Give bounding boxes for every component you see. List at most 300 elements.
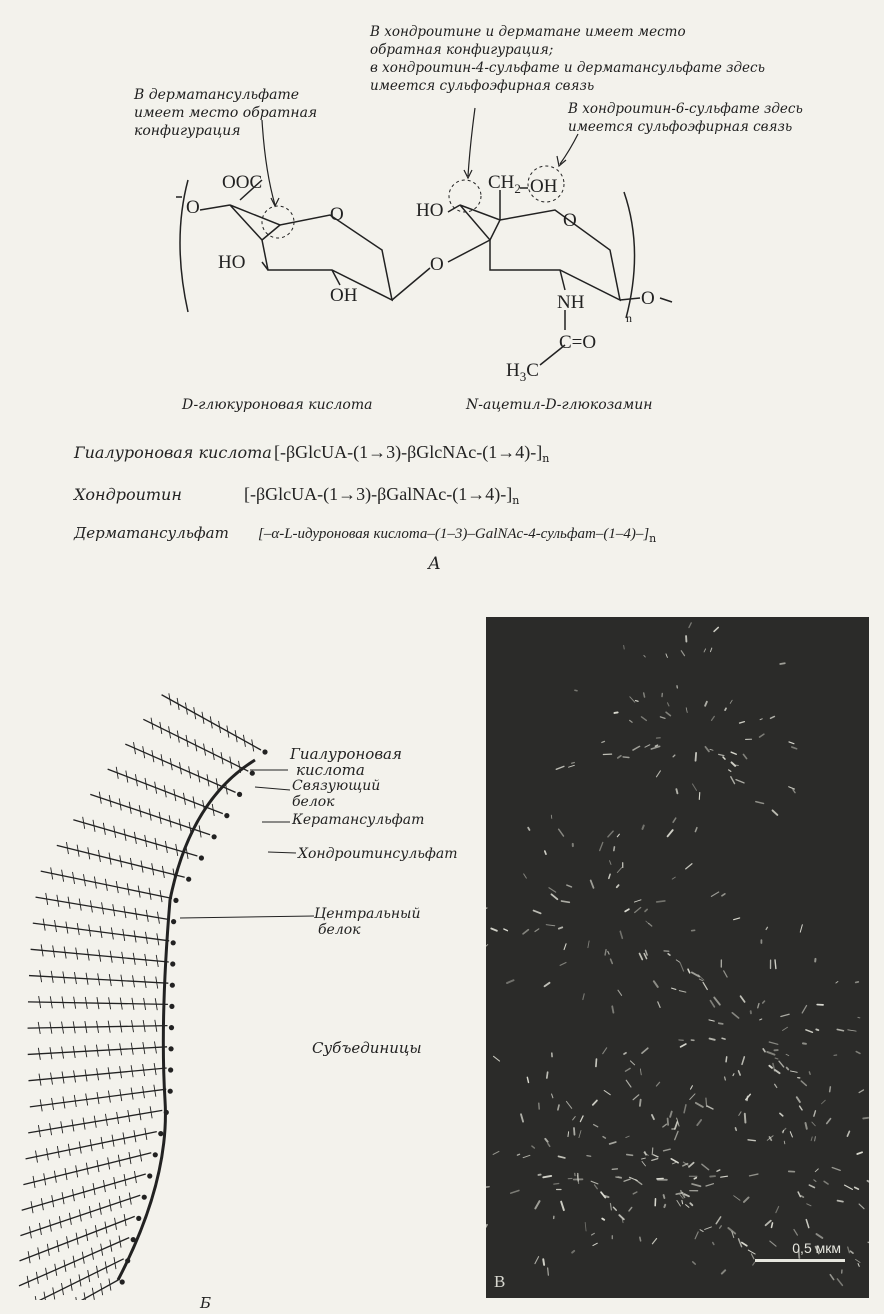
em-fiber	[766, 1221, 771, 1226]
link-protein-dot	[169, 1025, 174, 1030]
em-fiber	[579, 1131, 581, 1138]
link-protein-dot	[168, 1089, 173, 1094]
em-fiber	[786, 1054, 789, 1055]
em-fiber	[545, 983, 550, 986]
o-ring2-label: O	[563, 210, 577, 231]
link-protein-dot	[164, 1110, 169, 1115]
em-fiber	[857, 1152, 862, 1154]
em-fiber	[572, 763, 575, 764]
em-fiber	[635, 908, 641, 913]
em-fiber	[560, 962, 566, 965]
em-fiber	[617, 885, 619, 887]
o-end-label: O	[641, 288, 655, 309]
em-fiber	[623, 757, 629, 758]
panel-label-v: В	[494, 1272, 506, 1291]
em-fiber	[766, 927, 767, 929]
em-fiber	[672, 988, 676, 989]
em-fiber	[566, 1101, 571, 1108]
h3c-label: $H_3C$	[506, 360, 539, 384]
link-protein-dot	[262, 749, 267, 754]
em-fiber	[627, 1155, 633, 1156]
em-fiber	[535, 929, 539, 932]
em-fiber	[572, 1251, 574, 1253]
ring-2	[460, 205, 620, 300]
em-fiber	[630, 697, 635, 702]
em-fiber	[856, 1259, 860, 1262]
em-fiber	[618, 756, 621, 758]
em-fiber	[629, 1207, 632, 1210]
em-fiber	[593, 1243, 597, 1245]
em-fiber	[559, 927, 562, 928]
o-left-label: O	[186, 197, 200, 218]
em-fiber	[611, 959, 613, 963]
em-fiber	[614, 712, 617, 713]
em-fiber	[794, 1230, 797, 1235]
em-fiber	[772, 1223, 773, 1227]
label-line: Связующий	[292, 778, 381, 794]
em-fiber	[812, 1122, 815, 1126]
em-fiber	[676, 789, 677, 793]
link-protein-dot	[153, 1152, 158, 1157]
em-fiber	[739, 1112, 741, 1116]
link-protein-dot	[120, 1279, 125, 1284]
em-fiber	[780, 663, 785, 664]
em-fiber	[644, 693, 645, 697]
em-fiber	[562, 901, 570, 902]
em-fiber	[663, 1124, 667, 1127]
em-fiber	[613, 1207, 616, 1210]
em-fiber	[697, 1120, 701, 1125]
em-fiber	[704, 649, 706, 652]
em-fiber	[646, 950, 648, 955]
formula-hyaluronic	[74, 442, 549, 465]
note-line: В хондроитин-6-сульфате здесь	[568, 101, 803, 117]
em-fiber	[806, 1220, 808, 1228]
em-fiber	[760, 719, 762, 720]
em-fiber	[749, 1174, 757, 1176]
em-fiber	[504, 929, 508, 931]
em-fiber	[491, 929, 497, 931]
em-fiber	[652, 1159, 658, 1161]
pointer-line	[180, 916, 314, 918]
ho-left-label: HO	[218, 252, 246, 273]
side-chain	[76, 1297, 78, 1300]
em-fiber	[814, 1180, 816, 1182]
formula-name: Хондроитин	[74, 485, 182, 504]
hyaluronic-backbone	[118, 760, 255, 1280]
label-line: Гиалуроновая	[290, 745, 402, 763]
formula-dermatan	[74, 524, 656, 545]
em-fiber	[585, 1222, 586, 1231]
em-fiber	[714, 627, 718, 631]
panel-label-b: Б	[200, 1294, 212, 1312]
em-fiber	[714, 998, 720, 1005]
em-fiber	[547, 1072, 548, 1078]
em-fiber	[644, 655, 645, 657]
label-link-protein	[292, 778, 380, 810]
em-fiber	[741, 996, 745, 1002]
em-fiber	[710, 749, 713, 750]
formula-sub: n	[649, 532, 657, 545]
em-fiber	[521, 1114, 523, 1121]
em-fiber	[640, 954, 643, 960]
label-subunits: Субъединицы	[312, 1039, 422, 1057]
em-fiber	[816, 1029, 818, 1030]
em-fiber	[748, 1140, 755, 1141]
formula-sub: n	[542, 452, 550, 466]
em-fiber	[676, 960, 680, 962]
em-fiber	[583, 994, 584, 1000]
em-fiber	[775, 960, 776, 969]
disaccharide-structure	[0, 0, 884, 440]
em-fiber	[671, 1159, 678, 1163]
em-fiber	[806, 1030, 813, 1032]
em-fiber	[717, 1170, 720, 1171]
em-fiber	[706, 1098, 707, 1106]
link-protein-dot	[171, 919, 176, 924]
em-fiber	[564, 944, 566, 950]
em-fiber	[658, 1002, 660, 1008]
em-fiber	[782, 1027, 787, 1030]
em-fiber	[617, 834, 619, 837]
em-fiber	[703, 982, 707, 989]
em-fiber	[633, 1095, 639, 1100]
em-fiber	[610, 1142, 616, 1144]
em-fiber	[848, 1030, 856, 1031]
em-fiber	[696, 753, 697, 761]
em-fiber	[710, 648, 711, 652]
note-line: имеется сульфоэфирная связь	[370, 78, 595, 94]
em-fiber	[626, 1080, 631, 1087]
panel-label-a: А	[428, 554, 441, 574]
o-bridge-label: O	[430, 254, 444, 275]
em-fiber	[681, 1044, 686, 1047]
label-hyaluronic	[290, 746, 402, 778]
em-fiber	[672, 877, 675, 879]
em-fiber	[722, 1270, 725, 1273]
em-fiber	[493, 1056, 499, 1061]
em-fiber	[642, 1048, 648, 1053]
em-fiber	[527, 1077, 528, 1082]
em-fiber	[709, 1020, 714, 1021]
em-fiber	[546, 925, 555, 926]
em-fiber	[656, 771, 660, 777]
em-fiber	[545, 1139, 547, 1142]
em-fiber	[767, 1052, 774, 1055]
em-fiber	[612, 1006, 613, 1012]
em-fiber	[486, 908, 487, 912]
em-fiber	[790, 1071, 797, 1072]
em-fiber	[675, 1131, 678, 1139]
em-fiber	[600, 842, 603, 850]
em-fiber	[705, 1227, 712, 1230]
em-fiber	[845, 1185, 853, 1189]
em-fiber	[624, 645, 625, 649]
em-fiber	[610, 861, 611, 865]
em-fiber	[805, 1123, 806, 1129]
em-fiber	[756, 802, 764, 804]
label-line: Центральный	[314, 906, 421, 922]
em-fiber	[742, 1057, 744, 1064]
em-fiber	[602, 1219, 604, 1220]
em-fiber	[710, 1001, 714, 1007]
em-fiber	[763, 1049, 765, 1052]
em-fiber	[792, 747, 797, 749]
em-fiber	[783, 1130, 784, 1132]
em-fiber	[837, 1029, 843, 1030]
em-fiber	[664, 1205, 665, 1207]
em-fiber	[657, 901, 665, 902]
em-fiber	[686, 1205, 689, 1208]
em-fiber	[713, 1243, 714, 1245]
em-fiber	[493, 1151, 499, 1154]
label-line: кислота	[296, 761, 365, 779]
em-fiber	[603, 1137, 605, 1138]
label-line: белок	[292, 794, 335, 810]
em-fiber	[617, 868, 621, 873]
ch2-label: $CH_2$	[488, 172, 521, 196]
em-fiber	[733, 1074, 734, 1076]
em-fiber	[723, 757, 725, 759]
note-line: имеется сульфоэфирная связь	[568, 119, 793, 135]
em-fiber	[640, 1237, 641, 1241]
em-fiber	[689, 1163, 694, 1167]
em-fiber	[731, 777, 735, 784]
em-fiber	[742, 1243, 747, 1246]
em-fiber	[673, 755, 675, 757]
proteoglycan-diagram	[0, 600, 470, 1300]
em-fiber	[523, 1155, 530, 1157]
em-fiber	[838, 1201, 843, 1202]
em-fiber	[625, 909, 629, 911]
em-fiber	[684, 1194, 689, 1196]
em-fiber	[543, 1259, 544, 1265]
em-fiber	[863, 1118, 868, 1119]
em-fiber	[660, 717, 665, 718]
em-fiber	[677, 1200, 680, 1206]
side-chain	[35, 1296, 37, 1300]
glucuronic-acid-label: D-глюкуроновая кислота	[182, 397, 373, 413]
note-line: В хондроитине и дерматане имеет место	[370, 24, 686, 40]
em-fiber	[580, 1116, 583, 1122]
em-fiber	[587, 1156, 591, 1157]
em-fiber	[815, 1137, 816, 1141]
em-fiber	[868, 1181, 869, 1183]
c-eq-o-label: C=O	[559, 332, 597, 353]
em-fiber	[800, 925, 802, 932]
em-fiber	[773, 1064, 775, 1071]
em-fiber	[507, 980, 514, 983]
em-fiber	[758, 1004, 759, 1008]
em-fiber	[602, 741, 605, 742]
em-fiber	[695, 828, 697, 832]
em-fiber	[732, 762, 736, 765]
em-fiber	[640, 1069, 641, 1075]
em-fiber	[858, 1264, 859, 1267]
em-fiber	[815, 1169, 818, 1172]
em-fiber	[645, 745, 650, 747]
em-fiber	[523, 930, 528, 934]
pointer-line	[268, 852, 296, 853]
em-fiber	[605, 950, 606, 955]
pointer-line	[255, 787, 290, 790]
em-fiber	[556, 766, 564, 769]
em-fiber	[511, 1190, 519, 1193]
em-fiber	[775, 1084, 777, 1087]
link-protein-dot	[168, 1067, 173, 1072]
em-fibers	[486, 617, 869, 1298]
em-fiber	[610, 1203, 611, 1209]
ho-right-label: HO	[416, 200, 444, 221]
em-fiber	[608, 831, 613, 837]
em-fiber	[848, 1247, 850, 1253]
em-fiber	[548, 1144, 550, 1147]
em-fiber	[664, 1195, 665, 1198]
em-fiber	[668, 954, 670, 955]
em-fiber	[859, 1204, 864, 1209]
em-fiber	[620, 931, 622, 938]
em-fiber	[608, 951, 609, 954]
em-fiber	[551, 815, 552, 818]
em-fiber	[642, 826, 643, 829]
link-protein-dot	[212, 834, 217, 839]
em-fiber	[675, 1122, 677, 1129]
em-fiber	[691, 1086, 693, 1089]
em-fiber	[549, 888, 556, 892]
note-line: обратная конфигурация;	[370, 42, 554, 58]
link-protein-dot	[168, 1046, 173, 1051]
em-fiber	[543, 1176, 551, 1177]
em-fiber	[793, 790, 795, 793]
em-fiber	[596, 1059, 597, 1066]
em-fiber	[588, 941, 589, 948]
em-fiber	[633, 1192, 636, 1194]
em-fiber	[722, 1038, 725, 1039]
link-protein-dot	[250, 771, 255, 776]
em-fiber	[836, 982, 838, 983]
em-fiber	[636, 1180, 642, 1185]
em-fiber	[573, 1117, 576, 1120]
em-fiber	[736, 780, 744, 783]
core-protein-strand	[19, 1280, 118, 1300]
em-fiber	[626, 1136, 629, 1137]
em-fiber	[574, 1128, 575, 1135]
em-fiber	[721, 1176, 728, 1177]
em-fiber	[775, 1058, 778, 1059]
em-fiber	[730, 700, 732, 703]
link-protein-dot	[237, 792, 242, 797]
em-fiber	[850, 1251, 853, 1253]
em-fiber	[642, 1161, 645, 1165]
em-fiber	[486, 945, 488, 950]
em-fiber	[719, 754, 724, 755]
em-fiber	[517, 1154, 519, 1155]
em-fiber	[809, 1072, 810, 1074]
em-fiber	[693, 1262, 696, 1264]
em-fiber	[554, 1184, 559, 1185]
em-fiber	[724, 971, 727, 977]
em-fiber	[797, 1097, 800, 1102]
label-core-protein	[314, 906, 420, 938]
em-fiber	[686, 864, 692, 869]
em-fiber	[666, 654, 667, 658]
em-fiber	[634, 900, 641, 902]
em-fiber	[668, 1118, 669, 1124]
em-fiber	[636, 701, 639, 702]
link-protein-dot	[147, 1173, 152, 1178]
em-fiber	[847, 1131, 849, 1136]
em-fiber	[868, 1242, 869, 1243]
em-fiber	[744, 1197, 749, 1201]
em-fiber	[594, 1125, 598, 1127]
em-fiber	[558, 1156, 564, 1158]
em-fiber	[594, 1185, 597, 1189]
em-fiber	[821, 1100, 825, 1104]
label-line: белок	[318, 922, 361, 938]
em-fiber	[855, 1187, 859, 1189]
electron-micrograph	[486, 617, 869, 1298]
em-fiber	[781, 1014, 789, 1016]
formula-name: Гиалуроновая кислота	[74, 443, 272, 462]
em-fiber	[552, 1094, 553, 1098]
em-fiber	[711, 892, 718, 896]
em-fiber	[670, 1112, 672, 1117]
ooc-label: OOC	[222, 172, 263, 193]
em-fiber	[532, 1146, 535, 1148]
em-fiber	[706, 1184, 713, 1186]
em-fiber	[592, 1233, 595, 1235]
em-fiber	[809, 1185, 814, 1187]
em-fiber	[604, 1196, 608, 1197]
em-fiber	[770, 716, 774, 718]
link-protein-dot	[173, 898, 178, 903]
em-fiber	[699, 979, 702, 981]
nh-label: NH	[557, 292, 585, 313]
em-fiber	[776, 1207, 779, 1213]
em-fiber	[528, 828, 529, 830]
em-fiber	[668, 703, 669, 706]
em-fiber	[694, 1178, 696, 1179]
em-fiber	[625, 1068, 630, 1071]
em-fiber	[811, 1137, 812, 1141]
em-fiber	[769, 1042, 778, 1044]
em-fiber	[753, 1262, 755, 1265]
em-fiber	[619, 1215, 624, 1219]
link-protein-dot	[186, 877, 191, 882]
em-fiber	[692, 784, 696, 790]
em-fiber	[784, 1141, 785, 1144]
em-fiber	[567, 885, 572, 887]
formula-name: Дерматансульфат	[74, 524, 229, 542]
em-fiber	[679, 991, 685, 993]
em-fiber	[545, 851, 546, 854]
em-fiber	[690, 1203, 692, 1205]
link-protein-dot	[125, 1258, 130, 1263]
em-fiber	[859, 1090, 863, 1093]
em-fiber	[682, 1200, 683, 1203]
em-fiber	[807, 1204, 811, 1206]
formula-sub: n	[512, 494, 520, 508]
em-fiber	[686, 708, 687, 713]
formula-expr: [-βGlcUA-(1→3)-βGalNAc-(1→4)-]	[244, 484, 513, 504]
em-fiber	[769, 1066, 772, 1068]
em-fiber	[739, 1071, 741, 1075]
em-fiber	[801, 1081, 806, 1085]
formula-chondroitin	[74, 484, 519, 507]
em-fiber	[787, 1068, 789, 1070]
em-fiber	[705, 747, 709, 752]
em-fiber	[654, 981, 658, 987]
